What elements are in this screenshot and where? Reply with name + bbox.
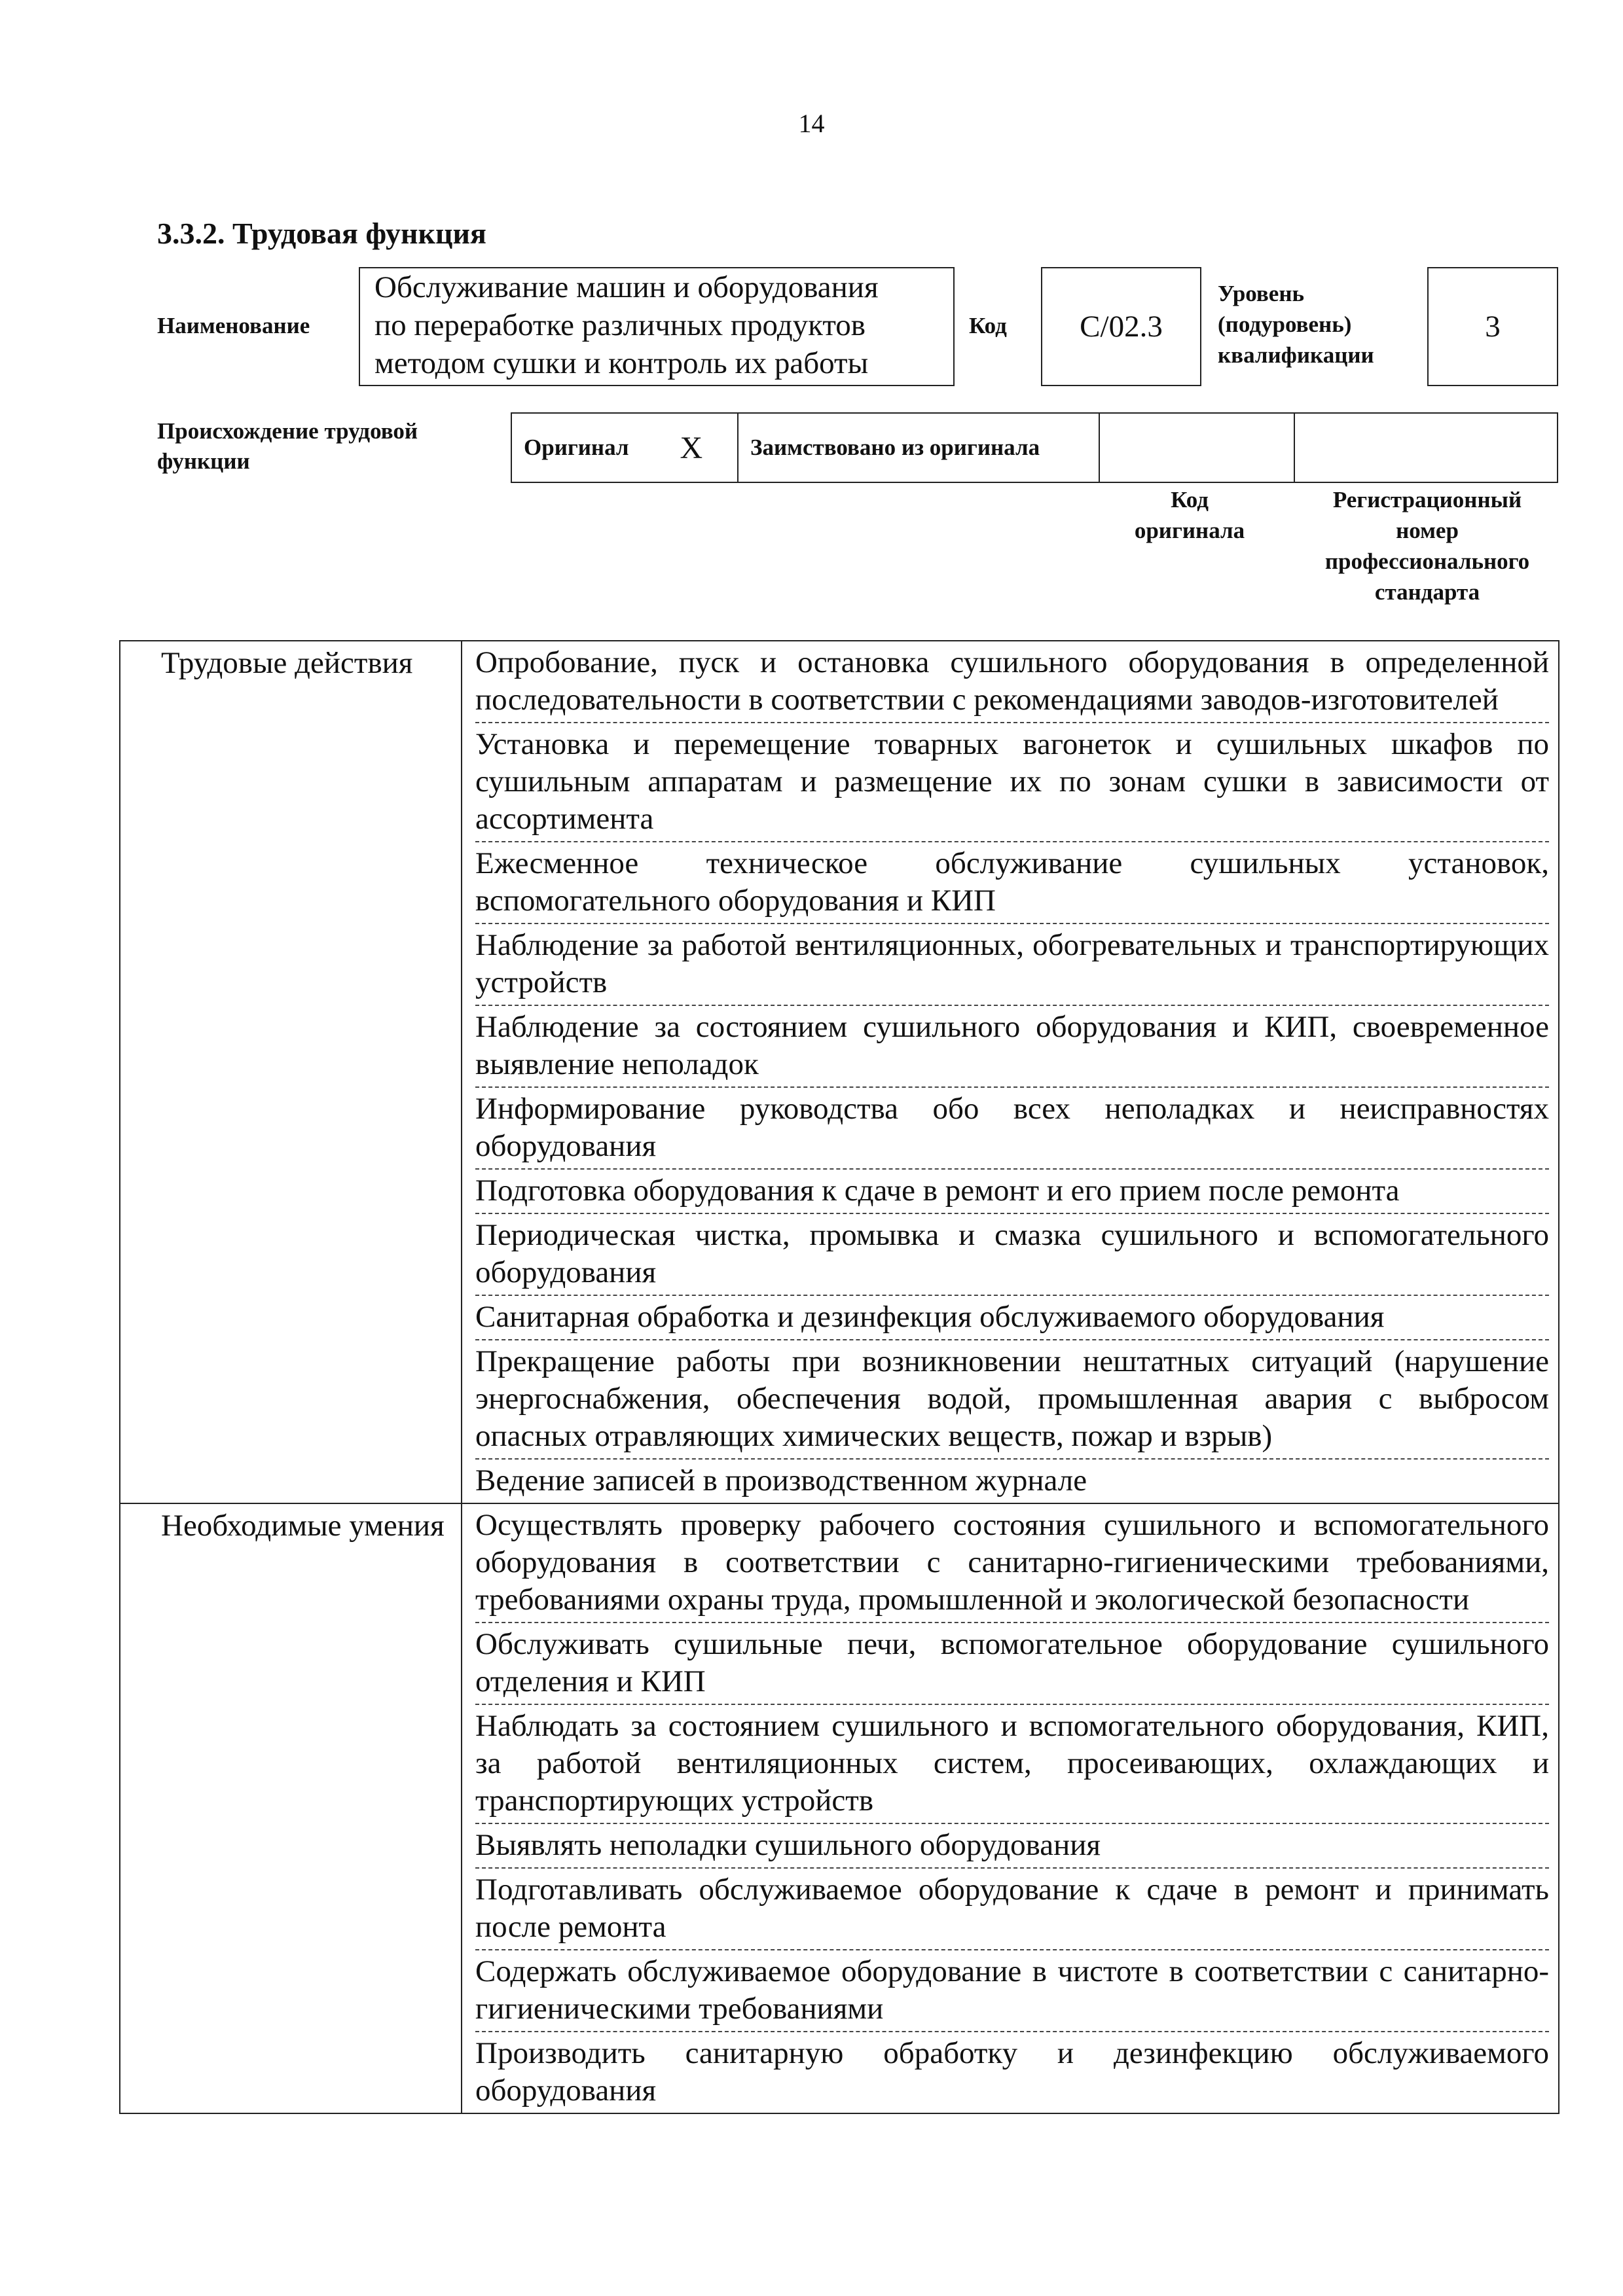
- list-item: Наблюдение за состоянием сушильного оборудования и КИП, своевременное выявление неполадок: [475, 1006, 1549, 1088]
- list-item: Обслуживать сушильные печи, вспомогательное оборудование сушильного отделения и КИП: [475, 1623, 1549, 1705]
- original-code-caption: [1095, 484, 1285, 546]
- code-value: С/02.3: [1080, 310, 1163, 344]
- registration-caption: [1296, 484, 1558, 607]
- list-item: Информирование руководства обо всех неполадках и неисправностях оборудования: [475, 1088, 1549, 1170]
- original-mark: X: [680, 430, 703, 465]
- category-required-skills: [120, 1503, 462, 2113]
- function-name-line: Обслуживание машин и оборудования: [374, 270, 879, 304]
- original-cell: [512, 414, 739, 482]
- function-name-line: методом сушки и контроль их работы: [374, 346, 869, 380]
- origin-label-line: функции: [157, 448, 250, 474]
- level-box: [1427, 267, 1558, 386]
- origin-label-line: Происхождение трудовой: [157, 418, 418, 444]
- caption-line: Код: [1171, 487, 1209, 512]
- category-title: Трудовые действия: [161, 646, 413, 680]
- list-item: Санитарная обработка и дезинфекция обслуживаемого оборудования: [475, 1296, 1549, 1340]
- list-item: Наблюдение за работой вентиляционных, обогревательных и транспортирующих устройств: [475, 924, 1549, 1006]
- list-item: Подготавливать обслуживаемое оборудование к сдаче в ремонт и принимать после ремонта: [475, 1869, 1549, 1950]
- level-label: [1218, 278, 1374, 370]
- list-item: Выявлять неполадки сушильного оборудования: [475, 1824, 1549, 1869]
- origin-label: [157, 416, 418, 476]
- origin-table: [511, 412, 1558, 483]
- caption-line: Регистрационный: [1332, 487, 1522, 512]
- borrowed-cell: [739, 414, 1100, 482]
- function-name-box: [359, 267, 955, 386]
- level-label-line: (подуровень): [1218, 312, 1352, 337]
- caption-line: стандарта: [1374, 579, 1480, 605]
- list-item: Установка и перемещение товарных вагонеток и сушильных шкафов по сушильным аппаратам и размещение их по зонам сушки в зависимости от ассортимента: [475, 723, 1549, 842]
- list-item: Осуществлять проверку рабочего состояния сушильного и вспомогательного оборудования в соответствии с санитарно-гигиеническими требованиями, требованиями охраны труда, промышленной и экологической безопасности: [475, 1504, 1549, 1623]
- name-label: Наименование: [157, 313, 310, 338]
- caption-line: профессионального: [1324, 548, 1530, 574]
- list-item: Прекращение работы при возникновении нештатных ситуаций (нарушение энергоснабжения, обеспечения водой, промышленная авария с выбросом опасных отравляющих химических веществ, пожар и взрыв): [475, 1340, 1549, 1460]
- required-skills-list: [462, 1503, 1559, 2113]
- borrowed-label: Заимствовано из оригинала: [750, 435, 1040, 460]
- section-title: 3.3.2. Трудовая функция: [157, 217, 486, 250]
- labor-actions-list: [462, 641, 1559, 1503]
- list-item: Наблюдать за состоянием сушильного и вспомогательного оборудования, КИП, за работой вентиляционных систем, просеивающих, охлаждающих и транспортирующих устройств: [475, 1705, 1549, 1824]
- level-label-line: Уровень: [1218, 281, 1305, 306]
- table-row: [120, 1503, 1559, 2113]
- list-item: Ежесменное техническое обслуживание сушильных установок, вспомогательного оборудования и КИП: [475, 842, 1549, 924]
- code-box: [1041, 267, 1201, 386]
- table-row: [120, 641, 1559, 1503]
- list-item: Подготовка оборудования к сдаче в ремонт и его прием после ремонта: [475, 1170, 1549, 1214]
- code-label: Код: [969, 313, 1007, 338]
- level-label-line: квалификации: [1218, 342, 1374, 368]
- list-item: Производить санитарную обработку и дезинфекцию обслуживаемого оборудования: [475, 2036, 1549, 2108]
- list-item: Ведение записей в производственном журнале: [475, 1463, 1087, 1498]
- function-name-line: по переработке различных продуктов: [374, 308, 866, 342]
- registration-number-cell: [1295, 414, 1558, 482]
- original-code-cell: [1100, 414, 1295, 482]
- list-item: Содержать обслуживаемое оборудование в чистоте в соответствии с санитарно-гигиеническими требованиями: [475, 1950, 1549, 2032]
- original-label: Оригинал: [524, 435, 629, 460]
- caption-line: оригинала: [1134, 518, 1245, 543]
- category-labor-actions: [120, 641, 462, 1503]
- caption-line: номер: [1396, 518, 1459, 543]
- page-number: 14: [798, 109, 825, 138]
- category-title: Необходимые умения: [161, 1509, 445, 1543]
- labor-function-table: [119, 640, 1559, 2114]
- list-item: Опробование, пуск и остановка сушильного оборудования в определенной последовательности в соответствии с рекомендациями заводов-изготовителей: [475, 641, 1549, 723]
- level-value: 3: [1485, 310, 1501, 344]
- list-item: Периодическая чистка, промывка и смазка сушильного и вспомогательного оборудования: [475, 1214, 1549, 1296]
